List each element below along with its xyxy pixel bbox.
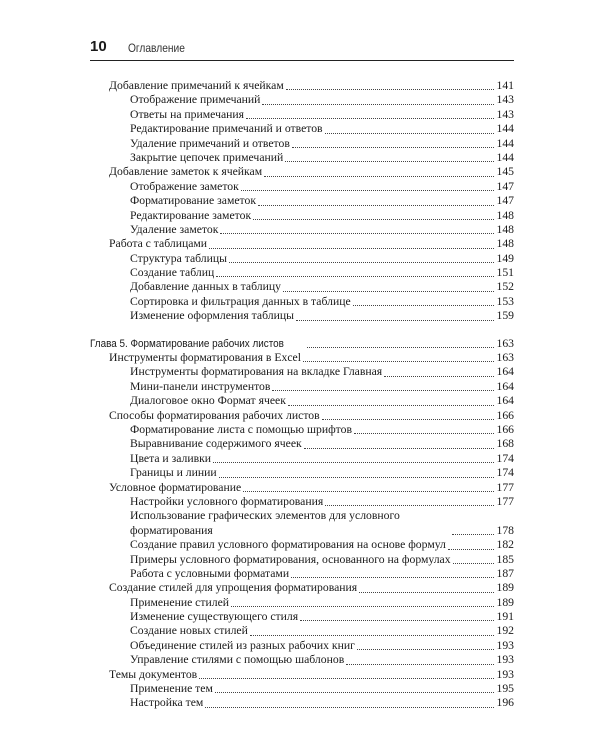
toc-leader-dots bbox=[303, 360, 494, 362]
toc-entry-page: 147 bbox=[496, 194, 514, 208]
toc-entry-title: Применение тем bbox=[130, 682, 213, 696]
toc-entry-title: Мини-панели инструментов bbox=[130, 379, 271, 393]
toc-section-entry[interactable] bbox=[90, 668, 514, 682]
toc-leader-dots bbox=[229, 261, 494, 263]
toc-entry-title: Создание стилей для упрощения форматирования bbox=[109, 581, 358, 595]
toc-leader-dots bbox=[283, 290, 494, 292]
toc-subsection-entry[interactable] bbox=[90, 295, 514, 309]
toc-leader-dots bbox=[241, 189, 494, 191]
toc-entry-title: Диалоговое окно Формат ячеек bbox=[130, 394, 286, 408]
toc-subsection-entry[interactable] bbox=[90, 653, 514, 667]
toc-entry-title: Инструменты форматирования в Excel bbox=[109, 351, 301, 365]
toc-leader-dots bbox=[231, 605, 494, 607]
toc-entry-title: Форматирование заметок bbox=[130, 194, 257, 208]
toc-subsection-entry[interactable] bbox=[90, 567, 514, 581]
toc-subsection-entry[interactable] bbox=[90, 122, 514, 136]
toc-entry-page: 189 bbox=[496, 595, 514, 609]
toc-leader-dots bbox=[292, 146, 494, 148]
toc-subsection-entry[interactable] bbox=[90, 151, 514, 165]
toc-subsection-entry[interactable] bbox=[90, 365, 514, 379]
toc-leader-dots bbox=[220, 232, 494, 234]
toc-entry-page: 164 bbox=[496, 394, 514, 408]
toc-entry-page: 164 bbox=[496, 365, 514, 379]
toc-subsection-entry[interactable] bbox=[90, 266, 514, 280]
toc-subsection-entry[interactable] bbox=[90, 610, 514, 624]
toc-leader-dots bbox=[453, 562, 494, 564]
toc-entry-page: 163 bbox=[496, 336, 514, 350]
toc-leader-dots bbox=[215, 691, 494, 693]
toc-leader-dots bbox=[300, 619, 494, 621]
toc-section-entry[interactable] bbox=[90, 165, 514, 179]
toc-leader-dots bbox=[288, 404, 494, 406]
toc-subsection-entry[interactable] bbox=[90, 309, 514, 323]
toc-section-entry[interactable] bbox=[90, 481, 514, 495]
toc-subsection-entry[interactable] bbox=[90, 639, 514, 653]
toc-subsection-entry[interactable] bbox=[90, 553, 514, 567]
toc-entry-page: 153 bbox=[496, 294, 514, 308]
toc-entry-page: 191 bbox=[496, 610, 514, 624]
toc-entry-page: 147 bbox=[496, 179, 514, 193]
toc-entry-page: 178 bbox=[496, 523, 514, 537]
toc-leader-dots bbox=[246, 117, 494, 119]
toc-subsection-entry[interactable] bbox=[90, 423, 514, 437]
toc-entry-page: 143 bbox=[496, 93, 514, 107]
toc-subsection-entry[interactable] bbox=[90, 466, 514, 480]
toc-leader-dots bbox=[304, 447, 494, 449]
toc-entry-title: Сортировка и фильтрация данных в таблице bbox=[130, 294, 351, 308]
toc-subsection-entry[interactable] bbox=[90, 394, 514, 408]
toc-leader-dots bbox=[253, 218, 494, 220]
toc-entry-page: 145 bbox=[496, 165, 514, 179]
toc-leader-dots bbox=[209, 247, 494, 249]
toc-entry-page: 192 bbox=[496, 624, 514, 638]
toc-entry-page: 182 bbox=[496, 538, 514, 552]
toc-subsection-entry[interactable] bbox=[90, 108, 514, 122]
toc-entry-page: 187 bbox=[496, 566, 514, 580]
toc-subsection-entry[interactable] bbox=[90, 696, 514, 710]
toc-subsection-entry[interactable] bbox=[90, 209, 514, 223]
toc-entry-title: Создание таблиц bbox=[130, 266, 215, 280]
toc-entry-page: 185 bbox=[496, 552, 514, 566]
toc-subsection-entry[interactable] bbox=[90, 180, 514, 194]
toc-section-entry[interactable] bbox=[90, 79, 514, 93]
toc-leader-dots bbox=[353, 304, 494, 306]
toc-entry-page: 163 bbox=[496, 351, 514, 365]
toc-subsection-entry[interactable] bbox=[90, 223, 514, 237]
toc-entry-title: Редактирование примечаний и ответов bbox=[130, 122, 323, 136]
toc-subsection-entry[interactable] bbox=[90, 194, 514, 208]
toc-entry-title: Добавление заметок к ячейкам bbox=[109, 165, 263, 179]
toc-section-entry[interactable] bbox=[90, 581, 514, 595]
toc-entry-title: Использование графических элементов для условного форматирования bbox=[130, 509, 400, 537]
toc-leader-dots bbox=[216, 275, 494, 277]
toc-entry-title: Условное форматирование bbox=[109, 480, 242, 494]
toc-section-entry[interactable] bbox=[90, 237, 514, 251]
toc-entry-page: 149 bbox=[496, 251, 514, 265]
toc-leader-dots bbox=[213, 461, 494, 463]
running-title: Оглавление bbox=[128, 41, 185, 55]
toc-subsection-entry[interactable] bbox=[90, 380, 514, 394]
toc-entry-title: Закрытие цепочек примечаний bbox=[130, 150, 284, 164]
toc-leader-dots bbox=[322, 418, 494, 420]
toc-subsection-entry[interactable] bbox=[90, 437, 514, 451]
toc-leader-dots bbox=[285, 160, 494, 162]
toc-entry-page: 144 bbox=[496, 136, 514, 150]
toc-entry-title: Объединение стилей из разных рабочих книг bbox=[130, 638, 355, 652]
toc-subsection-entry[interactable] bbox=[90, 596, 514, 610]
page-number: 10 bbox=[90, 38, 107, 55]
toc-leader-dots bbox=[286, 88, 494, 90]
toc-leader-dots bbox=[325, 132, 494, 134]
toc-entry-page: 177 bbox=[496, 494, 514, 508]
toc-entry-page: 164 bbox=[496, 379, 514, 393]
toc-entry-page: 151 bbox=[496, 266, 514, 280]
toc-leader-dots bbox=[264, 175, 494, 177]
toc-leader-dots bbox=[325, 504, 494, 506]
toc-entry-page: 193 bbox=[496, 638, 514, 652]
toc-entry-title: Создание новых стилей bbox=[130, 624, 248, 638]
toc-entry-page: 144 bbox=[496, 122, 514, 136]
toc-subsection-entry[interactable] bbox=[90, 682, 514, 696]
toc-entry-title: Создание правил условного форматирования на основе формул bbox=[130, 538, 446, 552]
toc-entry-page: 148 bbox=[496, 208, 514, 222]
toc-leader-dots bbox=[448, 548, 494, 550]
toc-leader-dots bbox=[307, 346, 494, 348]
toc-entry-title: Редактирование заметок bbox=[130, 208, 252, 222]
toc-entry-page: 143 bbox=[496, 107, 514, 121]
toc-entry-title: Темы документов bbox=[109, 667, 198, 681]
toc-entry-page: 177 bbox=[496, 480, 514, 494]
toc-entry-page: 141 bbox=[496, 78, 514, 92]
toc-entry-title: Форматирование листа с помощью шрифтов bbox=[130, 422, 352, 436]
toc-leader-dots bbox=[250, 634, 494, 636]
toc-leader-dots bbox=[219, 476, 494, 478]
toc-leader-dots bbox=[359, 591, 494, 593]
toc-subsection-entry[interactable] bbox=[90, 137, 514, 151]
toc-leader-dots bbox=[384, 375, 494, 377]
toc-entry-page: 196 bbox=[496, 696, 514, 710]
toc-entry-title: Работа с таблицами bbox=[109, 237, 208, 251]
toc-entry-page: 144 bbox=[496, 150, 514, 164]
toc-entry-title: Отображение примечаний bbox=[130, 93, 261, 107]
toc-leader-dots bbox=[291, 576, 494, 578]
toc-entry-title: Работа с условными форматами bbox=[130, 566, 290, 580]
toc-leader-dots bbox=[205, 706, 494, 708]
toc-subsection-entry[interactable] bbox=[90, 509, 514, 538]
toc-entry-page: 159 bbox=[496, 309, 514, 323]
toc-section-entry[interactable] bbox=[90, 351, 514, 365]
toc-leader-dots bbox=[262, 103, 494, 105]
toc-subsection-entry[interactable] bbox=[90, 452, 514, 466]
toc-leader-dots bbox=[346, 663, 494, 665]
toc-leader-dots bbox=[452, 533, 494, 535]
toc-entry-title: Инструменты форматирования на вкладке Главная bbox=[130, 365, 383, 379]
toc-entry-page: 193 bbox=[496, 667, 514, 681]
toc-entry-title: Глава 5. Форматирование рабочих листов bbox=[90, 337, 284, 350]
toc-entry-page: 148 bbox=[496, 237, 514, 251]
toc-entry-title: Удаление примечаний и ответов bbox=[130, 136, 290, 150]
toc-leader-dots bbox=[258, 204, 494, 206]
toc-leader-dots bbox=[357, 648, 494, 650]
toc-subsection-entry[interactable] bbox=[90, 280, 514, 294]
toc-leader-dots bbox=[354, 432, 494, 434]
toc-entry-title: Структура таблицы bbox=[130, 251, 227, 265]
toc-entry-title: Удаление заметок bbox=[130, 222, 219, 236]
toc-entry-title: Способы форматирования рабочих листов bbox=[109, 408, 320, 422]
toc-entry-title: Применение стилей bbox=[130, 595, 230, 609]
toc-subsection-entry[interactable] bbox=[90, 624, 514, 638]
toc-subsection-entry[interactable] bbox=[90, 93, 514, 107]
toc-entry-page: 148 bbox=[496, 222, 514, 236]
toc-section-entry[interactable] bbox=[90, 409, 514, 423]
toc-entry-title: Добавление примечаний к ячейкам bbox=[109, 78, 284, 92]
table-of-contents bbox=[90, 79, 514, 711]
toc-entry-title: Добавление данных в таблицу bbox=[130, 280, 281, 294]
toc-entry-title: Ответы на примечания bbox=[130, 107, 245, 121]
toc-entry-title: Изменение существующего стиля bbox=[130, 610, 299, 624]
page-header bbox=[90, 38, 514, 61]
toc-entry-page: 166 bbox=[496, 408, 514, 422]
toc-entry-title: Настройки условного форматирования bbox=[130, 494, 324, 508]
toc-entry-page: 166 bbox=[496, 422, 514, 436]
toc-entry-page: 152 bbox=[496, 280, 514, 294]
toc-entry-page: 168 bbox=[496, 437, 514, 451]
toc-entry-title: Отображение заметок bbox=[130, 179, 239, 193]
toc-entry-title: Управление стилями с помощью шаблонов bbox=[130, 653, 345, 667]
toc-entry-page: 195 bbox=[496, 682, 514, 696]
toc-entry-title: Выравнивание содержимого ячеек bbox=[130, 437, 302, 451]
toc-leader-dots bbox=[199, 677, 494, 679]
toc-entry-page: 174 bbox=[496, 451, 514, 465]
toc-subsection-entry[interactable] bbox=[90, 252, 514, 266]
toc-entry-title: Цвета и заливки bbox=[130, 451, 212, 465]
toc-subsection-entry[interactable] bbox=[90, 538, 514, 552]
toc-entry-title: Границы и линии bbox=[130, 466, 217, 480]
toc-entry-title: Изменение оформления таблицы bbox=[130, 309, 294, 323]
toc-entry-page: 193 bbox=[496, 653, 514, 667]
toc-entry-title: Настройка тем bbox=[130, 696, 204, 710]
toc-entry-page: 174 bbox=[496, 466, 514, 480]
toc-subsection-entry[interactable] bbox=[90, 495, 514, 509]
toc-leader-dots bbox=[243, 490, 494, 492]
toc-leader-dots bbox=[296, 319, 494, 321]
toc-chapter-entry[interactable] bbox=[90, 337, 514, 351]
toc-entry-page: 189 bbox=[496, 581, 514, 595]
toc-entry-title: Примеры условного форматирования, основанного на формулах bbox=[130, 552, 451, 566]
toc-leader-dots bbox=[272, 389, 494, 391]
